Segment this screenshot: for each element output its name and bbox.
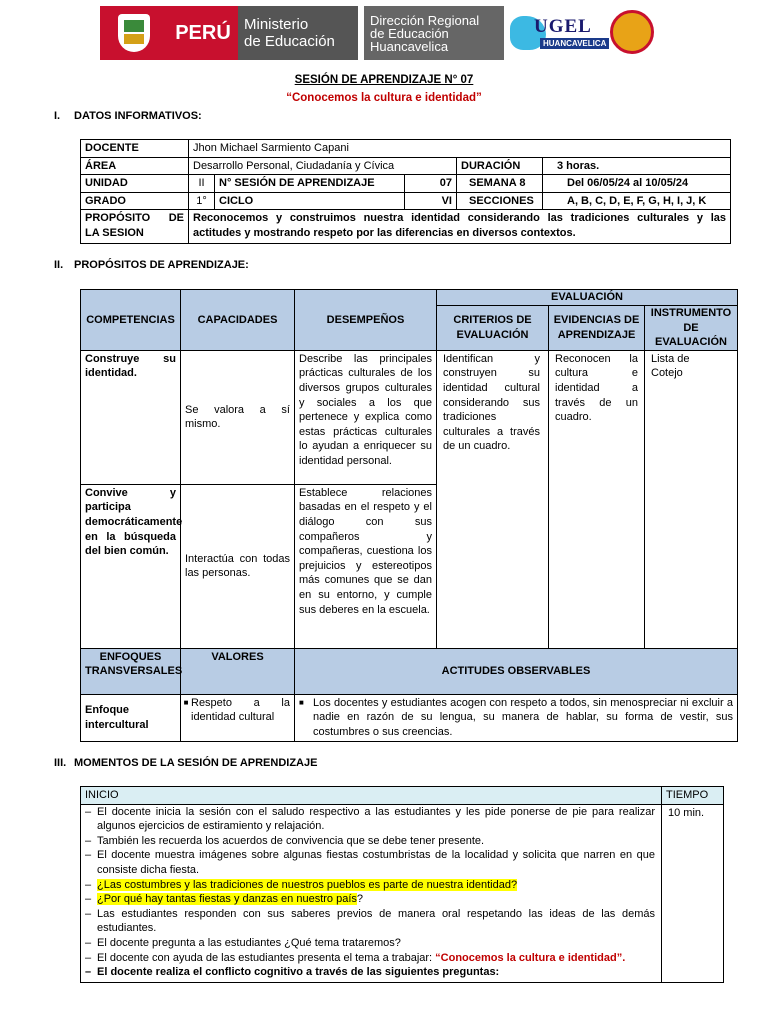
criterio-cell: Identifican y construyen su identidad cultural considerando sus tradiciones culturales a través de un cuadro. [437,350,549,648]
list-item: – El docente inicia la sesión con el saludo respectivo a las estudiantes y les pide ponerse de pie para realizar algunos ejercicios de estiramiento y relajación. [83,805,655,834]
criterios-header: CRITERIOS DE EVALUACIÓN [437,306,549,351]
list-item: – ¿Las costumbres y las tradiciones de nuestros pueblos es parte de nuestra identidad? [83,878,655,893]
capacidades-header: CAPACIDADES [181,290,295,351]
list-item: – Las estudiantes responden con sus saberes previos de manera oral respetando las ideas de las demás estudiantes. [83,907,655,936]
competencia-cell: Construye su identidad. [81,350,181,484]
duracion-label: DURACIÓN [457,157,543,175]
valor-cell: ■ Respeto a la identidad cultural [181,694,295,741]
instrumento-header: INSTRUMENTO DE EVALUACIÓN [645,306,738,351]
secciones-value: A, B, C, D, E, F, G, H, I, J, K [543,192,731,210]
valores-header: VALORES [181,648,295,694]
proposito-value: Reconocemos y construimos nuestra identidad considerando las tradiciones culturales y las actitudes y mostrando respeto por las diferencias en diversos contextos. [189,210,731,244]
section-heading-2: II. PROPÓSITOS DE APRENDIZAJE: [54,259,249,271]
tiempo-header: TIEMPO [662,787,724,805]
desempenos-header: DESEMPEÑOS [295,290,437,351]
inicio-content [81,804,662,982]
enfoque-cell: Enfoque intercultural [81,694,181,741]
list-item: – El docente pregunta a las estudiantes ¿Qué tema trataremos? [83,936,655,951]
ministerio-label: Ministerio de Educación [238,6,358,60]
document-subtitle: “Conocemos la cultura e identidad” [286,92,482,104]
ciclo-label: CICLO [215,192,405,210]
desempeno-cell: Describe las principales prácticas culturales de los diversos grupos culturales y sociales a los que pertenece y explica como estas prácticas culturales lo ayudan a enriquecer su identidad personal. [295,350,437,484]
actitud-cell: ■ Los docentes y estudiantes acogen con respeto a todos, sin menospreciar ni excluir a nadie en razón de su lengua, su manera de hablar, su forma de vestir, sus costumbres o sus creencias. [295,694,738,741]
moments-table [80,786,724,983]
area-value: Desarrollo Personal, Ciudadanía y Cívica [189,157,457,175]
actitudes-header: ACTITUDES OBSERVABLES [295,648,738,694]
docente-value: Jhon Michael Sarmiento Capani [189,140,731,158]
ciclo-value: VI [405,192,457,210]
evidencias-header: EVIDENCIAS DE APRENDIZAJE [549,306,645,351]
ugel-logo: UGEL HUANCAVELICA [504,6,604,60]
competencia-cell: Convive y participa democráticamente en la búsqueda del bien común. [81,484,181,648]
peru-label: PERÚ [168,6,238,60]
section-heading-1: I. DATOS INFORMATIVOS: [54,110,202,122]
capacidad-cell: Se valora a sí mismo. [181,350,295,484]
desempeno-cell: Establece relaciones basadas en el respeto y el diálogo con sus compañeros y compañeras, cuestiona los prejuicios y estereotipos más comunes que se dan en su entorno, y cumple sus deberes en la escuela. [295,484,437,648]
peru-coat-of-arms-icon [100,6,168,60]
area-label: ÁREA [81,157,189,175]
sesion-value: 07 [405,175,457,193]
list-item: – El docente muestra imágenes sobre algunas fiestas costumbristas de la localidad y solicita que narren en que consiste dicha fiesta. [83,848,655,877]
header-banner [100,6,668,60]
grado-value: 1° [189,192,215,210]
info-table [80,139,731,244]
secciones-label: SECCIONES [457,192,543,210]
unidad-value: II [189,175,215,193]
evidencia-cell: Reconocen la cultura e identidad a través de un cuadro. [549,350,645,648]
proposito-label: PROPÓSITO DE LA SESION [81,210,189,244]
direccion-regional-label: Dirección Regional de Educación Huancavelica [364,6,504,60]
list-item: – ¿Por qué hay tantas fiestas y danzas en nuestro país? [83,892,655,907]
school-logo-icon [604,6,660,60]
list-item: – También les recuerda los acuerdos de convivencia que se debe tener presente. [83,834,655,849]
capacidad-cell: Interactúa con todas las personas. [181,484,295,648]
competencias-header: COMPETENCIAS [81,290,181,351]
evaluacion-header: EVALUACIÓN [437,290,738,306]
unidad-label: UNIDAD [81,175,189,193]
semana-label: SEMANA 8 [457,175,543,193]
purposes-table [80,289,738,742]
tiempo-value: 10 min. [662,804,724,982]
enfoques-header: ENFOQUES TRANSVERSALES [81,648,181,694]
section-heading-3: III. MOMENTOS DE LA SESIÓN DE APRENDIZAJE [54,757,318,769]
document-title: SESIÓN DE APRENDIZAJE N° 07 [294,74,474,86]
grado-label: GRADO [81,192,189,210]
duracion-value: 3 horas. [543,157,731,175]
list-item: – El docente con ayuda de las estudiantes presenta el tema a trabajar: “Conocemos la cultura e identidad”. [83,951,655,966]
inicio-header: INICIO [81,787,662,805]
instrumento-cell: Lista de Cotejo [645,350,738,648]
docente-label: DOCENTE [81,140,189,158]
semana-value: Del 06/05/24 al 10/05/24 [543,175,731,193]
list-item: – El docente realiza el conflicto cognitivo a través de las siguientes preguntas: [83,965,655,980]
sesion-label: N° SESIÓN DE APRENDIZAJE [215,175,405,193]
